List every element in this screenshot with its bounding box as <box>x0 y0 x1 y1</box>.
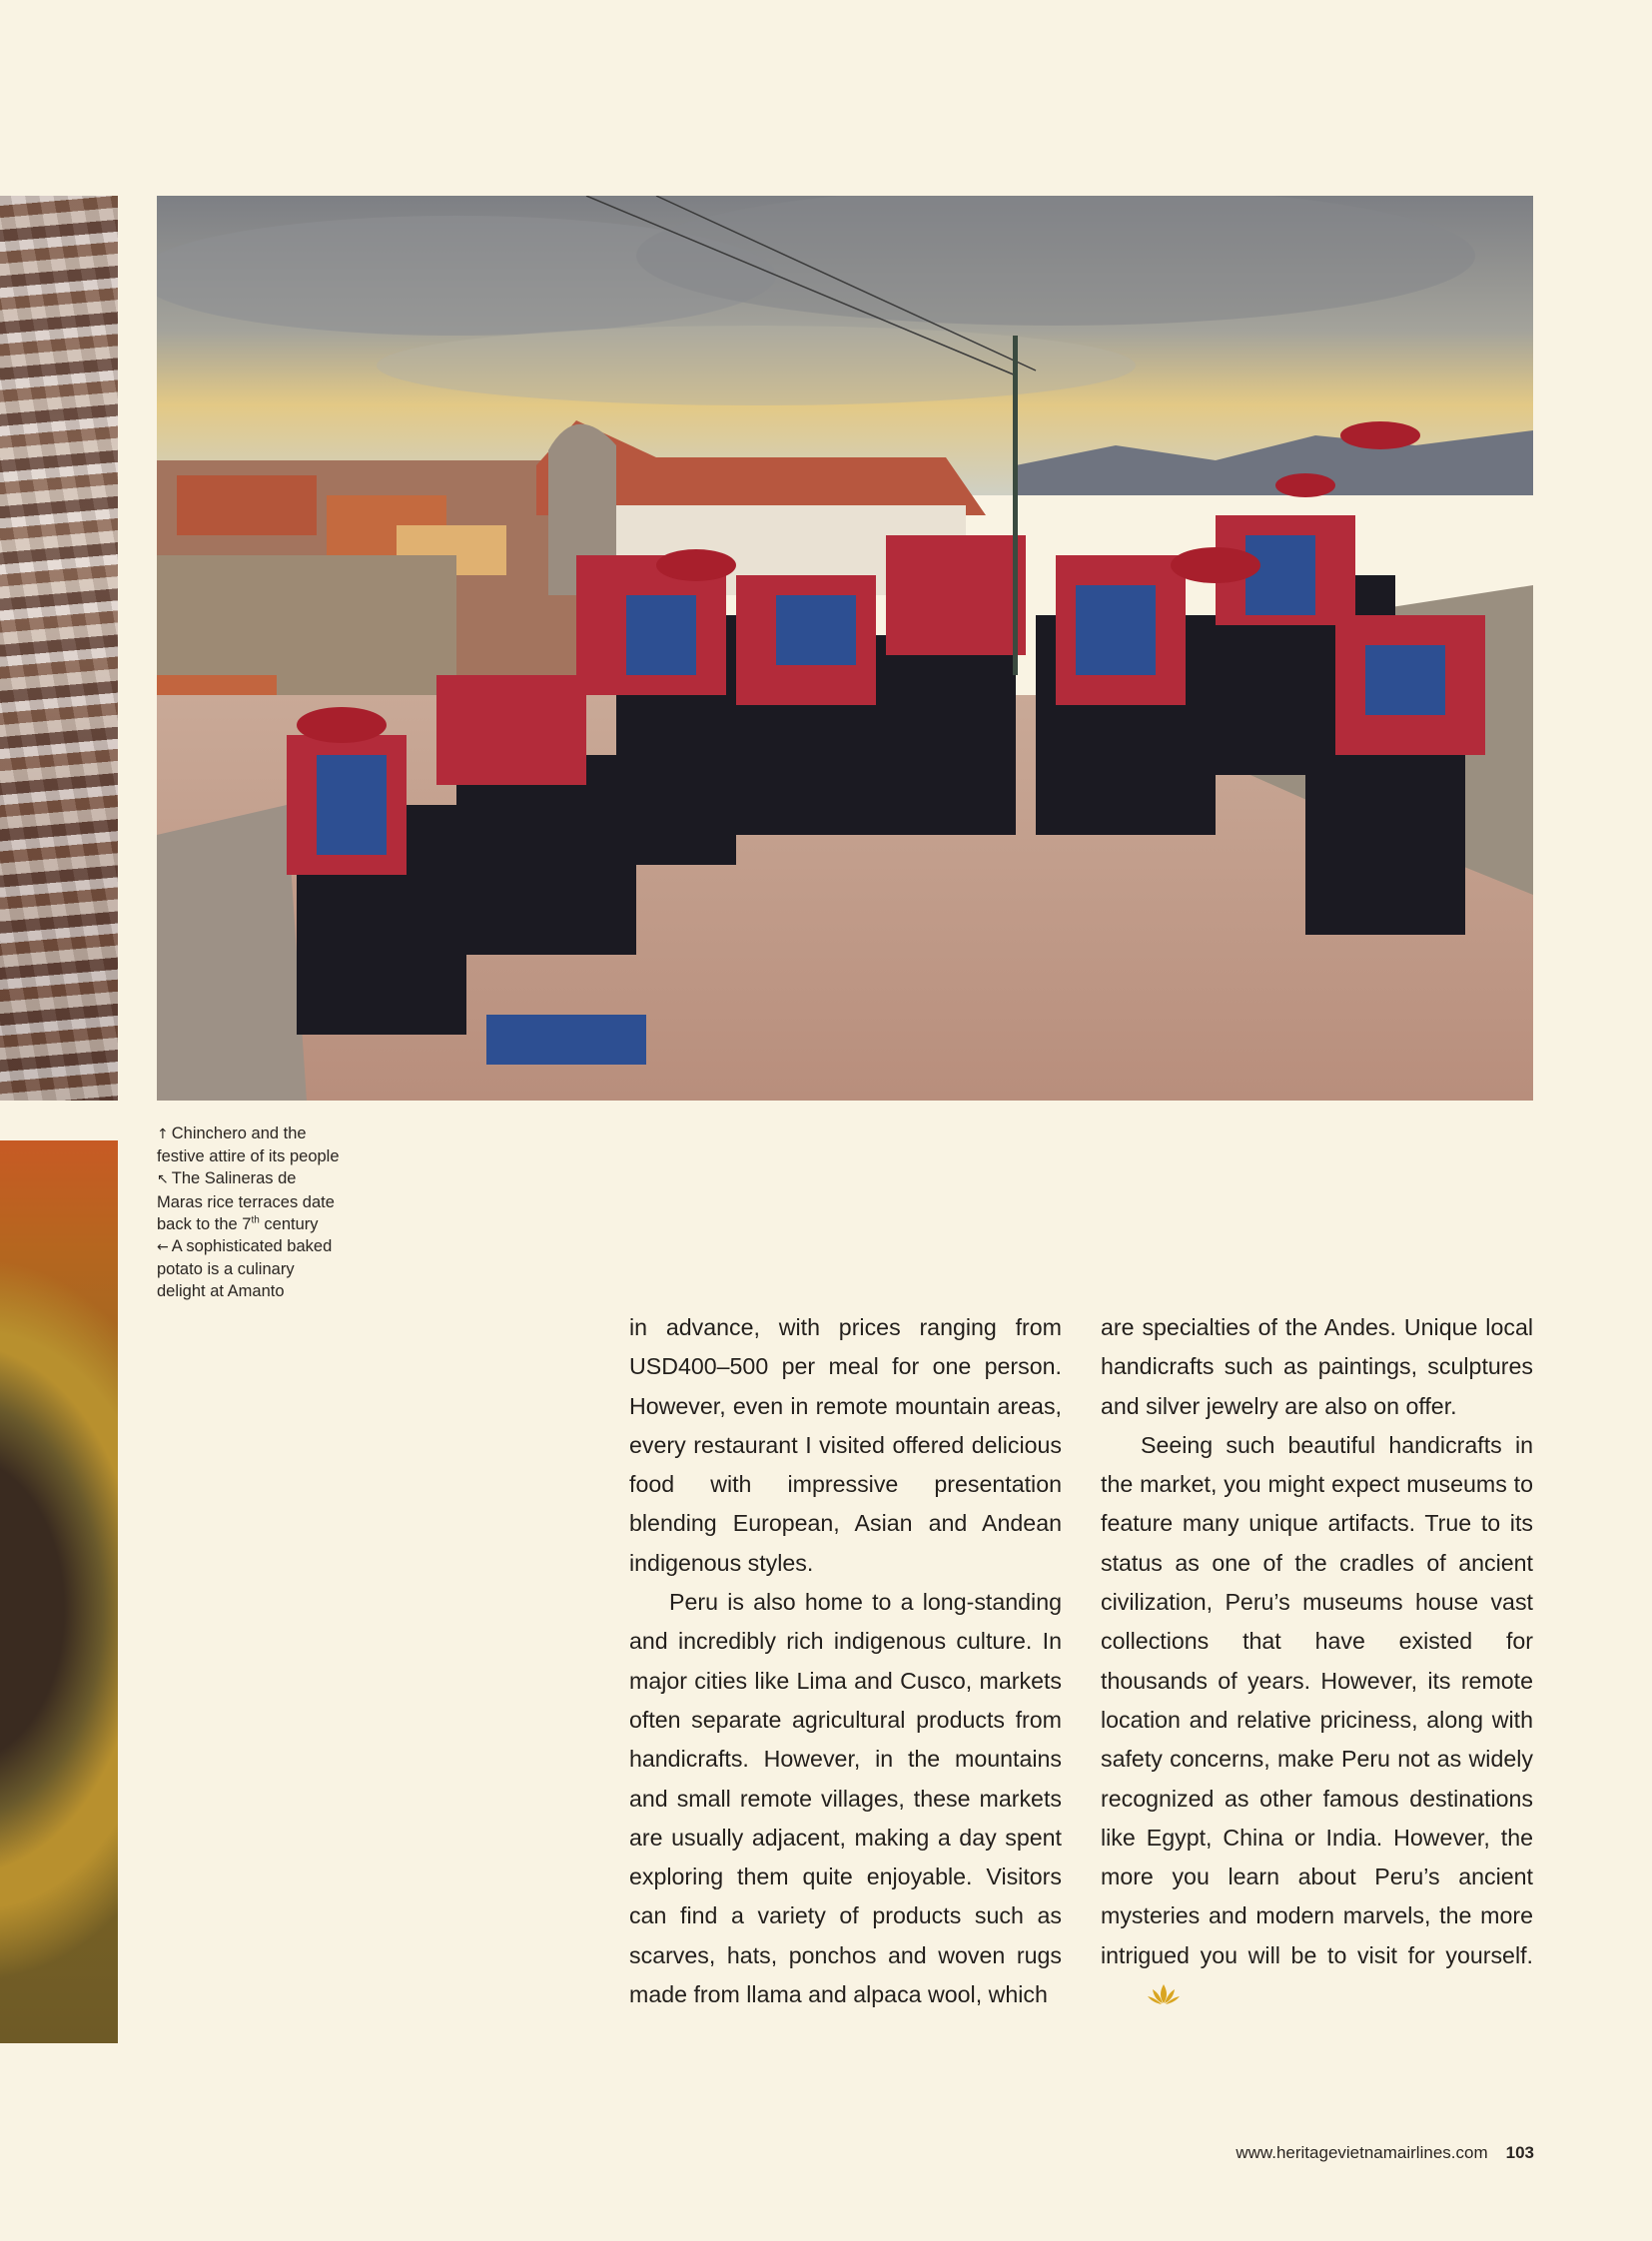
page-number: 103 <box>1505 2143 1534 2162</box>
website-url[interactable]: www.heritagevietnamairlines.com <box>1236 2143 1488 2162</box>
article-column-left <box>629 1308 1062 2014</box>
photo-captions <box>157 1122 342 1303</box>
body-paragraph: Peru is also home to a long-standing and incredibly rich indigenous culture. In major cities like Lima and Cusco, markets often separate agricultural products from handicrafts. However, in the mountains and small remote villages, these markets are usually adjacent, making a day spent exploring them quite enjoyable. Visitors can find a variety of products such as scarves, hats, ponchos and woven rugs made from llama and alpaca wool, which <box>629 1589 1062 2008</box>
article-column-right <box>1101 1308 1533 2017</box>
salt-terraces-photo <box>0 196 118 1101</box>
body-paragraph: Seeing such beautiful handicrafts in the market, you might expect museums to feature many unique artifacts. True to its status as one of the cradles of ancient civilization, Peru’s museums house vast collections that have existed for thousands of years. However, its remote location and relative priciness, along with safety concerns, make Peru not as widely recognized as other famous destinations like Egypt, China or India. However, the more you learn about Peru’s ancient mysteries and modern marvels, the more intrigued you will be to visit for yourself. <box>1101 1426 1533 2017</box>
arrow-up-icon: ↑ <box>157 1126 169 1142</box>
body-paragraph: are specialties of the Andes. Unique local handicrafts such as paintings, sculptures and silver jewelry are also on offer. <box>1101 1314 1533 1419</box>
caption-potato: ← A sophisticated baked potato is a culinary delight at Amanto <box>157 1237 333 1301</box>
lotus-icon <box>1107 1978 1181 2017</box>
arrow-up-left-icon: ↖ <box>157 1171 169 1188</box>
body-paragraph: in advance, with prices ranging from USD400–500 per meal for one person. However, even in remote mountain areas, every restaurant I visited offered delicious food with impressive presentation blending European, Asian and Andean indigenous styles. <box>629 1314 1062 1576</box>
arrow-left-icon: ← <box>157 1239 169 1256</box>
page-footer <box>1236 2143 1534 2163</box>
baked-potato-photo <box>0 1140 118 2043</box>
caption-chinchero: ↑ Chinchero and the festive attire of its people <box>157 1124 340 1166</box>
chinchero-photo <box>157 196 1533 1101</box>
caption-salineras: ↖ The Salineras de Maras rice terraces date back to the 7th century <box>157 1169 335 1233</box>
